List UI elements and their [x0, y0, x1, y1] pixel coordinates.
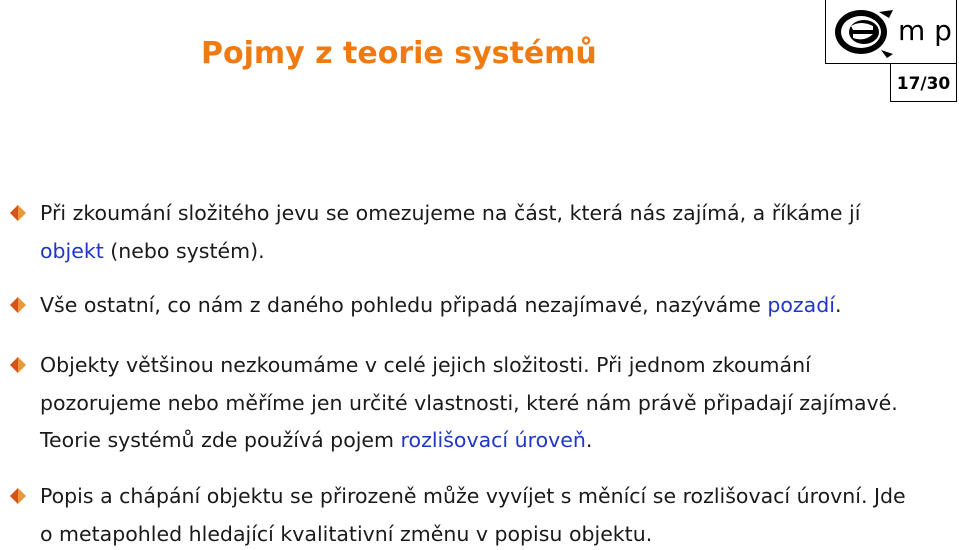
bullet-text: Objekty většinou nezkoumáme v celé jejich složitosti. Při jednom zkoumání pozorujeme nebo měříme jen určité vlastnosti, které nám právě připadají zajímavé. Teorie systémů zde používá pojem rozlišovací úroveň.: [40, 353, 898, 452]
diamond-bullet-icon: [10, 488, 26, 504]
university-logo-icon: [831, 4, 895, 60]
logo: [825, 0, 957, 64]
bullet-text: Popis a chápání objektu se přirozeně může vyvíjet s měnící se rozlišovací úrovní. Jde o metapohled hledající kvalitativní změnu v popisu objektu.: [40, 484, 906, 546]
logo-text: m p: [898, 14, 952, 47]
term-highlight: pozadí: [767, 293, 835, 317]
bullet-text: Při zkoumání složitého jevu se omezujeme na část, která nás zajímá, a říkáme jí objekt (nebo systém).: [40, 201, 861, 263]
diamond-bullet-icon: [10, 297, 26, 313]
page-indicator: 17/30: [896, 74, 951, 94]
term-highlight: rozlišovací úroveň: [400, 428, 586, 452]
slide-title: Pojmy z teorie systémů: [201, 36, 597, 71]
page-indicator-box: [890, 64, 957, 102]
diamond-bullet-icon: [10, 357, 26, 373]
bullet-text: Vše ostatní, co nám z daného pohledu připadá nezajímavé, nazýváme pozadí.: [40, 293, 842, 317]
term-highlight: objekt: [40, 238, 104, 263]
diamond-bullet-icon: [10, 205, 26, 221]
